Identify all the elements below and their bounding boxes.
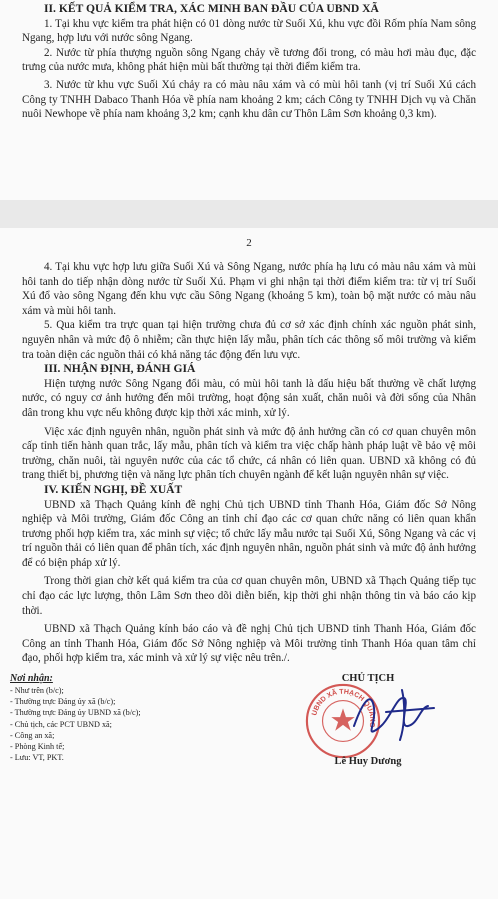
page-1-bottom xyxy=(0,0,498,200)
section-2-paragraph-3: 3. Nước từ khu vực Suối Xú chảy ra có màu nâu xám và có mùi hôi tanh (vị trí Suối Xú cách Công ty TNHH Dabaco Thanh Hóa về phía nam khoảng 2 km; cách Công ty TNHH Dịch vụ và Chăn nuôi Newhope về phía nam khoảng 3,2 km; cạnh khu dân cư Thôn Lâm Sơn khoảng 0,3 km). xyxy=(22,78,476,121)
recipient-item: - Như trên (b/c); xyxy=(10,686,64,696)
section-4-paragraph-1: UBND xã Thạch Quảng kính đề nghị Chủ tịch UBND tỉnh Thanh Hóa, Giám đốc Sở Nông nghiệp và Môi trường, Giám đốc Công an tỉnh chỉ đạo các cơ quan chức năng có liên quan khẩn trương phối hợp kiểm tra, xác minh sự việc; tổ chức lấy mẫu nước tại Suối Xú, Sông Ngang và các vị trí nguồn thải có liên quan để phân tích, xác định nguyên nhân, nguồn phát sinh và mức độ ảnh hưởng để có biện pháp xử lý. xyxy=(22,498,476,569)
signer-name: Lê Huy Dương xyxy=(334,756,402,768)
recipient-item: - Lưu: VT, PKT. xyxy=(10,753,64,763)
section-4-paragraph-3: UBND xã Thạch Quảng kính báo cáo và đề nghị Chủ tịch UBND tỉnh Thanh Hóa, Giám đốc Công an tỉnh Thanh Hóa, Giám đốc Sở Nông nghiệp và Môi trường tỉnh Thanh Hóa quan tâm chỉ đạo, phối hợp kiểm tra, xác minh và xử lý sự việc nêu trên./. xyxy=(22,623,476,665)
page-number: 2 xyxy=(246,237,252,249)
section-3-paragraph-2: Việc xác định nguyên nhân, nguồn phát sinh và mức độ ảnh hưởng cần có cơ quan chuyên môn cấp tỉnh tiến hành quan trắc, lấy mẫu, phân tích và kiểm tra việc chấp hành pháp luật về bảo vệ môi trường, chăn nuôi, tài nguyên nước của các tổ chức, cá nhân có liên quan. UBND xã không có đủ trang thiết bị, phương tiện và năng lực phân tích chuyên ngành để kết luận nguyên nhân sự việc. xyxy=(22,425,476,482)
section-3-heading: III. NHẬN ĐỊNH, ĐÁNH GIÁ xyxy=(44,362,196,376)
section-2-paragraph-1: 1. Tại khu vực kiểm tra phát hiện có 01 dòng nước từ Suối Xú, khu vực đồi Rốm phía Nam sông Ngang, hợp lưu với nước sông Ngang. xyxy=(22,17,476,45)
signer-role: CHỦ TỊCH xyxy=(341,673,395,685)
handwritten-signature xyxy=(346,678,442,748)
page-separator xyxy=(0,200,498,228)
recipient-item: - Thường trực Đảng ủy xã (b/c); xyxy=(10,697,116,707)
svg-text:UBND XÃ THẠCH QUẢNG: UBND XÃ THẠCH QUẢNG xyxy=(311,688,376,728)
section-4-paragraph-2: Trong thời gian chờ kết quả kiểm tra của cơ quan chuyên môn, UBND xã Thạch Quảng tiếp tục chỉ đạo các lực lượng, thôn Lâm Sơn theo dõi diễn biến, kịp thời ghi nhận thông tin và báo cáo kịp thời. xyxy=(22,575,476,617)
recipients-block xyxy=(10,672,220,763)
section-3-paragraph-1: Hiện tượng nước Sông Ngang đổi màu, có mùi hôi tanh là dấu hiệu bất thường về chất lượng nước, có nguy cơ ảnh hưởng đến môi trường, hoạt động sản xuất, chăn nuôi và đời sống của Nhân dân trong khu vực nếu không được kịp thời xác minh, xử lý. xyxy=(22,377,476,419)
page-2 xyxy=(0,228,498,899)
recipient-item: - Phòng Kinh tế; xyxy=(10,742,65,752)
section-2-heading: II. KẾT QUẢ KIỂM TRA, XÁC MINH BAN ĐẦU CỦA UBND XÃ xyxy=(44,2,379,15)
recipient-item: - Công an xã; xyxy=(10,730,55,740)
recipients-title: Nơi nhận: xyxy=(10,673,53,685)
recipient-item: - Thường trực Đảng ủy UBND xã (b/c); xyxy=(10,708,141,718)
section-2-paragraph-2: 2. Nước từ phía thượng nguồn sông Ngang chảy về tương đối trong, có màu hơi màu đục, đặc trưng của nước mưa, không phát hiện mùi bất thường tại thời điểm kiểm tra. xyxy=(22,46,476,74)
section-2-paragraph-4: 4. Tại khu vực hợp lưu giữa Suối Xú và Sông Ngang, nước phía hạ lưu có màu nâu xám và mùi hôi tanh do tiếp nhận dòng nước từ Suối Xú. Phạm vi ghi nhận tại thời điểm kiểm tra: từ vị trí Suối Xú đổ vào sông Ngang đến khu vực cầu Sông Ngang (khoảng 5 km), toàn bộ mặt nước có màu nâu xám và mùi hôi tanh. xyxy=(22,261,476,317)
section-4-heading: IV. KIẾN NGHỊ, ĐỀ XUẤT xyxy=(44,482,183,496)
signature-block xyxy=(288,672,448,768)
document-footer xyxy=(0,672,498,772)
recipient-item: - Chủ tịch, các PCT UBND xã; xyxy=(10,719,112,729)
section-2-paragraph-5: 5. Qua kiểm tra trực quan tại hiện trường chưa đủ cơ sở xác định chính xác nguồn phát sinh, nguyên nhân và mức độ ô nhiễm; cần thực hiện lấy mẫu, phân tích các thông số môi trường và kiểm tra toàn diện các nguồn thải có khả năng tác động đến lưu vực. xyxy=(22,319,476,361)
